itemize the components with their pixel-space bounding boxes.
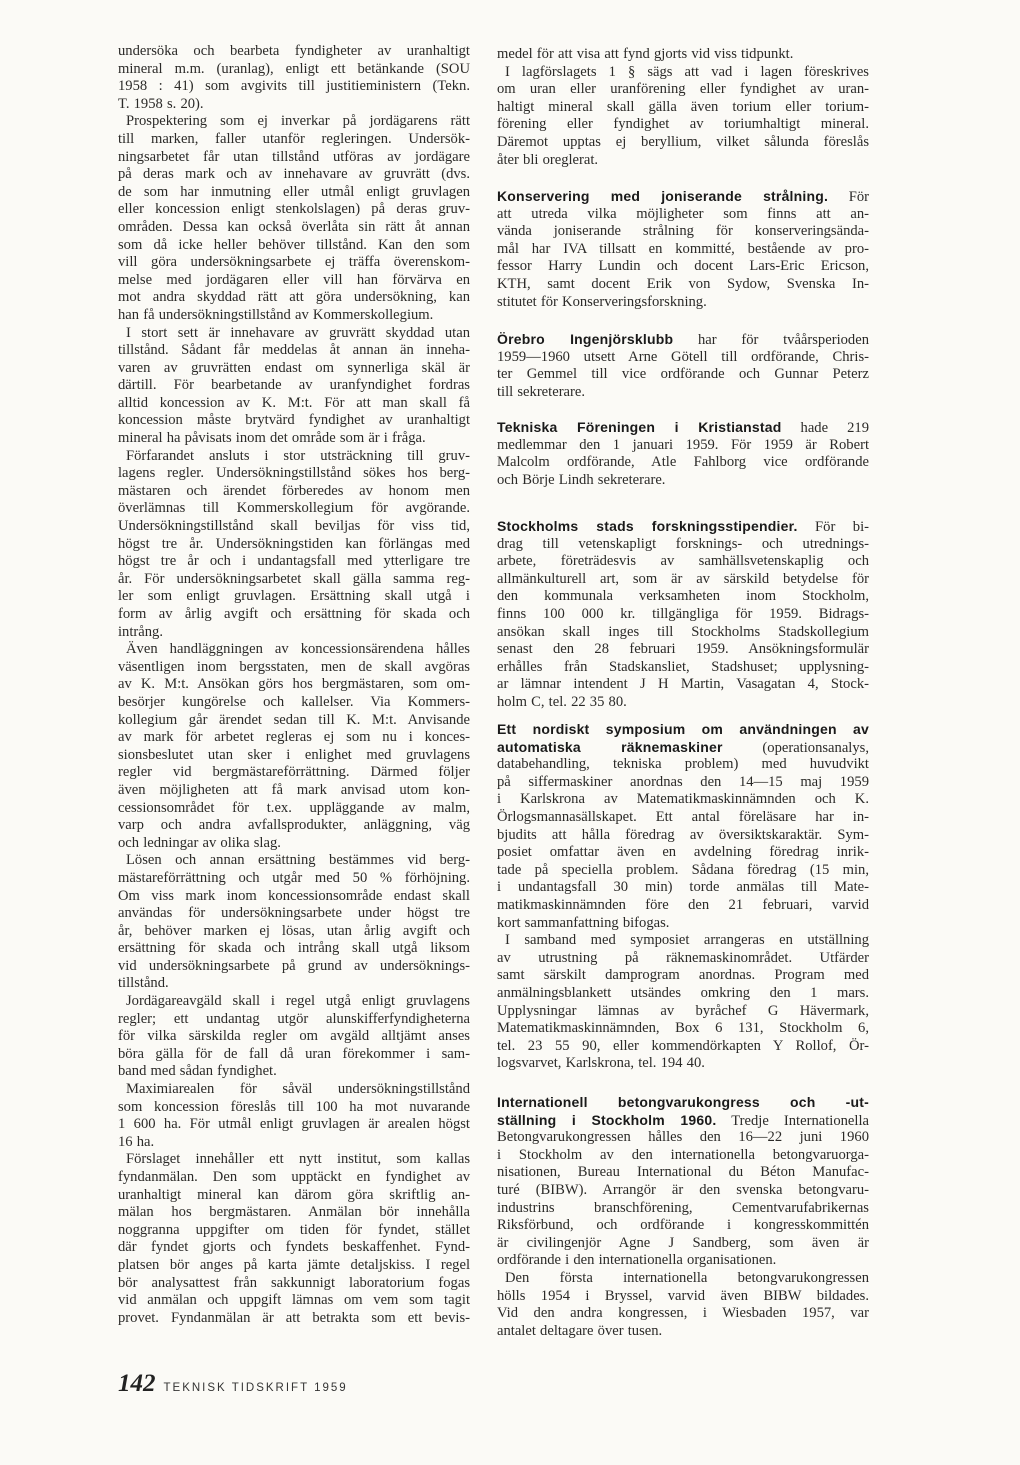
- news-item: [497, 419, 869, 489]
- section-heading: automatiska räknemaskiner: [497, 738, 723, 755]
- text-line: cessionsområdet för t.ex. uppläggande av malm,: [118, 799, 470, 816]
- text-line: provet. Fyndanmälan är att betrakta som ett bevis-: [118, 1309, 470, 1326]
- text-line: sionsbeslutet utan sker i enlighet med gruvlagens: [118, 746, 470, 763]
- text-run: har för tvåårsperioden: [673, 332, 869, 348]
- text-line: till marken, faller utanför regleringen. Undersök-: [118, 130, 470, 147]
- text-line: områden. Dessa kan också överlåta sin rätt åt annan: [118, 218, 470, 235]
- paragraph: [497, 518, 869, 712]
- text-line: alltid koncession av K. M:t. För att man skall få: [118, 394, 470, 411]
- text-line: varen av gruvrätten endast om synnerliga skäl är: [118, 359, 470, 376]
- text-line: mästaren och ärendet förberedes av honom men: [118, 482, 470, 499]
- text-run: För bi-: [797, 519, 870, 535]
- news-item: [497, 188, 869, 311]
- text-line: medlemmar den 1 januari 1959. För 1959 är Robert: [497, 436, 869, 453]
- text-line: Upplysningar lämnas av byråchef G Hävermark,: [497, 1002, 869, 1019]
- text-line: ersättning för skada och intrång skall utgå liksom: [118, 940, 470, 957]
- text-line: därtill. För bearbetande av uranfyndighet fordras: [118, 377, 470, 394]
- text-line: I samband med symposiet arrangeras en utställning: [505, 932, 869, 949]
- text-line: och ledningar av olika slag.: [118, 834, 281, 851]
- text-line: böra gälla för de fall då uran förekommer i sam-: [118, 1045, 470, 1062]
- text-line: Maximiarealen för såväl undersökningstillstånd: [126, 1081, 470, 1098]
- text-line: ar lämnar intendent J H Martin, Vasagatan 4, Stock-: [497, 676, 869, 693]
- paragraph: [118, 448, 470, 642]
- text-line: finns 100 000 kr. tillgängliga för 1959. Bidrags-: [497, 605, 869, 622]
- page-number: 142: [118, 1370, 156, 1397]
- paragraph: [118, 641, 470, 852]
- text-line: allmänkulturell art, som är av särskild betydelse för: [497, 570, 869, 587]
- news-item: [497, 721, 869, 1073]
- text-run: För: [828, 189, 869, 205]
- text-line: Betongvarukongressen hålles den 16—22 juni 1960: [497, 1129, 869, 1146]
- text-line: bör analysattest från sakkunnigt laboratorium fogas: [118, 1274, 470, 1291]
- text-line: vid anmälan och uppgift lämnas om vem som tagit: [118, 1292, 470, 1309]
- text-line: [497, 1094, 869, 1112]
- text-line: uranhaltigt mineral kan därom göra skriftlig an-: [118, 1186, 470, 1203]
- news-item: [497, 46, 869, 169]
- text-line: noggranna uppgifter om tiden för fyndet, stället: [118, 1221, 470, 1238]
- text-line: i Stockholm av den internationella betongvaruorga-: [497, 1146, 869, 1163]
- text-line: av utrustning på räknemaskinområdet. Utfärder: [497, 949, 869, 966]
- text-line: koncession måste brytvärd fyndighet av uranhaltigt: [118, 412, 470, 429]
- text-line: förening eller fyndighet av toriumhaltigt mineral.: [497, 116, 869, 133]
- text-line: platsen bör anges på karta jämte detaljskiss. I regel: [118, 1256, 470, 1273]
- text-line: drag till vetenskapligt forsknings- och utrednings-: [497, 535, 869, 552]
- text-line: T. 1958 s. 20).: [118, 95, 204, 112]
- text-line: Riksförbund, och ordförande i kongresskommittén: [497, 1217, 869, 1234]
- text-line: intrång.: [118, 623, 163, 640]
- text-line: fyndanmälan. Den som upptäckt en fyndighet av: [118, 1169, 470, 1185]
- text-line: ter Gemmel till vice ordförande och Gunnar Peterz: [497, 366, 869, 383]
- text-line: haltigt mineral skall gälla även torium eller torium-: [497, 98, 869, 115]
- text-line: av mark för arbetet regleras ej som nu i konces-: [118, 729, 470, 746]
- text-line: vända joniserande strålning för konserveringsända-: [497, 223, 869, 240]
- text-line: Vid den andra kongressen, i Wiesbaden 1957, var: [497, 1305, 869, 1322]
- text-line: även möjligheten att få mark anvisad utom kon-: [118, 781, 470, 798]
- text-line: kollegium går ärendet sedan till K. M:t. Anvisande: [118, 711, 470, 728]
- text-line: i Karlskrona av Matematikmaskinnämnden och K.: [497, 791, 869, 808]
- news-item: [497, 331, 869, 401]
- text-line: år, behöver marken ej lösas, utan årlig avgift och: [118, 922, 470, 939]
- section-heading: Konservering med joniserande strålning.: [497, 188, 829, 204]
- text-line: bjudits att hålla föredrag av översiktskaraktär. Sym-: [497, 826, 869, 843]
- text-line: de som har inmutning eller utmål enligt gruvlagen: [118, 183, 470, 200]
- article-body: [118, 43, 470, 1327]
- text-line: mälan hos bergmästaren. Anmälan bör innehålla: [118, 1204, 470, 1221]
- text-line: [497, 188, 869, 206]
- text-line: lagens regler. Undersökningstillstånd sökes hos berg-: [118, 465, 470, 482]
- text-line: tillstånd. Sådant får meddelas åt annan än inneha-: [118, 342, 470, 359]
- text-line: av K. M:t. Ansökan görs hos bergmästaren, som om-: [118, 676, 470, 693]
- text-line: vid undersökningsarbete på grund av undersöknings-: [118, 957, 470, 974]
- text-line: logsvarvet, Karlskrona, tel. 194 40.: [497, 1055, 705, 1072]
- paragraph: [118, 852, 470, 993]
- text-line: Förfarandet ansluts i stor utsträckning till gruv-: [126, 447, 470, 464]
- text-line: tade på speciella problem. Sådana föredrag (15 min,: [497, 861, 869, 878]
- text-line: till sekreterare.: [497, 383, 586, 400]
- text-line: besörjer kungörelse och kallelser. Via Kommers-: [118, 693, 470, 710]
- text-line: senast den 28 februari 1959. Ansökningsformulär: [497, 641, 869, 658]
- text-run: Tredje Internationella: [716, 1112, 869, 1129]
- text-line: överlämnas till Kommerskollegium för avgörande.: [118, 500, 470, 517]
- text-line: som koncession föreslås till 100 ha mot nuvarande: [118, 1098, 470, 1115]
- text-line: på deras mark och av innehavare av gruvrätt (dvs.: [118, 166, 470, 183]
- section-heading: Stockholms stads forskningsstipendier.: [497, 518, 798, 534]
- text-run: (operationsanalys,: [722, 739, 869, 756]
- paragraph: [118, 1151, 470, 1327]
- text-line: kort sammanfattning bifogas.: [497, 914, 670, 931]
- text-line: holm C, tel. 22 35 80.: [497, 693, 627, 710]
- text-line: fessor Harry Lundin och docent Lars-Eric Ericson,: [497, 258, 869, 275]
- text-line: Även handläggningen av koncessionsärendena hålles: [126, 641, 470, 658]
- paragraph: [497, 1270, 869, 1340]
- text-line: mot andra skyddad rätt att göra undersökning, kan: [118, 289, 470, 306]
- text-line: undersöka och bearbeta fyndigheter av uranhaltigt: [118, 43, 470, 59]
- news-item: [497, 1094, 869, 1340]
- text-line: mineral ha påvisats inom det område som är i fråga.: [118, 430, 426, 447]
- text-line: vill göra undersökningsarbete ej träffa överenskom-: [118, 254, 470, 271]
- text-line: användas för undersökningsarbete under högst tre: [118, 905, 470, 922]
- text-line: form av årlig avgift och ersättning för skada och: [118, 606, 470, 622]
- text-line: hölls 1954 i Bryssel, varvid även BIBW bildades.: [497, 1287, 869, 1304]
- text-line: Den första internationella betongvarukongressen: [505, 1269, 869, 1286]
- text-line: anmälningsblankett utsändes omkring den 1 mars.: [497, 984, 869, 1001]
- section-heading: ställning i Stockholm 1960.: [497, 1111, 717, 1128]
- text-line: högst tre år. Undersökningstiden kan förlängas med: [118, 535, 470, 552]
- text-line: antalet deltagare över tusen.: [497, 1322, 663, 1339]
- text-line: tillstånd.: [118, 975, 169, 992]
- paragraph: [497, 331, 869, 401]
- text-line: ningsarbetet får utan tillstånd utföras av jordägare: [118, 148, 470, 165]
- text-line: ansökan skall inges till Stockholms Stadskollegium: [497, 623, 869, 640]
- text-line: Malcolm ordförande, Atle Fahlborg vice ordförande: [497, 454, 869, 471]
- paragraph: [497, 721, 869, 932]
- paragraph: [497, 1094, 869, 1270]
- text-line: Undersökningstillstånd skall beviljas för viss tid,: [118, 518, 470, 535]
- news-item: [497, 518, 869, 712]
- text-line: Jordägareavgäld skall i regel utgå enligt gruvlagens: [126, 993, 470, 1010]
- text-line: I stort sett är innehavare av gruvrätt skyddad utan: [126, 324, 470, 341]
- text-line: [497, 1112, 869, 1130]
- text-line: Lösen och annan ersättning bestämmes vid berg-: [126, 852, 470, 869]
- text-line: band med sådan fyndighet.: [118, 1063, 277, 1080]
- paragraph: [118, 325, 470, 448]
- paragraph: [497, 419, 869, 489]
- paragraph: [118, 993, 470, 1081]
- text-line: mål har IVA tillsatt en kommitté, bestående av pro-: [497, 240, 869, 257]
- text-line: Däremot upptas ej beryllium, vilket sålunda föreslås: [497, 133, 869, 150]
- text-line: [497, 739, 869, 757]
- text-line: han få undersökningstillstånd av Kommerskollegium.: [118, 306, 434, 323]
- text-line: Prospektering som ej inverkar på jordägarens rätt: [126, 113, 470, 130]
- text-line: 1 600 ha. För utmål enligt gruvlagen är arealen högst: [118, 1116, 470, 1133]
- text-line: tel. 23 55 90, eller kommendörkapten Y Rollof, Ör-: [497, 1037, 869, 1054]
- text-line: industrins branschförening, Cementvarufabrikernas: [497, 1199, 869, 1216]
- text-line: Förslaget innehåller ett nytt institut, som kallas: [126, 1151, 470, 1168]
- text-line: år. För undersökningsarbetet skall gälla samma reg-: [118, 570, 470, 587]
- text-line: eller koncession enligt stenkolslagen) på deras gruv-: [118, 201, 470, 218]
- text-line: på siffermaskiner anordnas den 14—15 maj 1959: [497, 773, 869, 790]
- text-line: där fyndet gjorts och fyndets beskaffenhet. Fynd-: [118, 1239, 470, 1256]
- text-run: hade 219: [781, 420, 869, 436]
- text-line: databehandling, tekniska problem) med huvudvikt: [497, 756, 869, 773]
- paragraph: [497, 46, 869, 64]
- text-line: är civilingenjör Agne J Sandberg, som även är: [497, 1234, 869, 1251]
- text-line: I lagförslagets 1 § sägs att vad i lagen föreskrives: [505, 63, 869, 80]
- page-footer: [118, 1370, 348, 1398]
- paragraph: [118, 1081, 470, 1151]
- text-line: samt särskilt damprogram anordnas. Program med: [497, 967, 869, 984]
- text-line: varp och andra avfallsprodukter, anläggning, väg: [118, 817, 470, 834]
- text-line: Om viss mark inom koncessionsområde endast skall: [118, 887, 470, 904]
- text-line: matikmaskinnämnden före den 21 februari, varvid: [497, 896, 869, 913]
- section-heading: Internationell betongvarukongress och -ut-: [497, 1094, 869, 1110]
- text-line: [497, 331, 869, 349]
- text-line: melse med jordägaren eller vill han förvärva en: [118, 271, 470, 288]
- text-line: mästareförrättning och utgår med 50 % förhöjning.: [118, 869, 470, 886]
- section-heading: Örebro Ingenjörsklubb: [497, 331, 674, 347]
- text-line: [497, 419, 869, 437]
- text-line: 1958 : 41) som avgivits till justitieministern (Tekn.: [118, 78, 470, 95]
- text-line: turé (BIBW). Arrangör är den svenska betongvaru-: [497, 1181, 869, 1198]
- text-line: att utreda vilka möjligheter som finns att an-: [497, 205, 869, 222]
- text-line: högst tre år och i undantagsfall med ytterligare tre: [118, 553, 470, 570]
- paragraph: [497, 64, 869, 170]
- paragraph: [497, 932, 869, 1073]
- paragraph: [118, 43, 470, 113]
- text-line: erhålles från Stadskansliet, Stadshuset; upplysning-: [497, 658, 869, 675]
- journal-title: TEKNISK TIDSKRIFT 1959: [163, 1382, 348, 1394]
- text-line: som då icke heller behöver tillstånd. Kan den som: [118, 236, 470, 253]
- text-line: den kommunala verksamheten inom Stockholm,: [497, 588, 869, 605]
- text-line: nisationen, Bureau International du Béton Manufac-: [497, 1164, 869, 1181]
- text-line: medel för att visa att fynd gjorts vid viss tidpunkt.: [497, 46, 794, 62]
- text-line: väsentligen inom bergsstaten, men de skall avgöras: [118, 658, 470, 675]
- text-line: om uran eller uranförening eller fyndighet av uran-: [497, 81, 869, 98]
- text-line: stitutet för Konserveringsforskning.: [497, 293, 707, 310]
- text-line: och Börje Lindh sekreterare.: [497, 471, 666, 488]
- section-heading: Tekniska Föreningen i Kristianstad: [497, 419, 782, 435]
- text-line: ordförande i den internationella organisationen.: [497, 1252, 777, 1269]
- paragraph: [497, 188, 869, 311]
- text-line: för vilka särskilda regler om avgäld alltjämt anses: [118, 1028, 470, 1045]
- text-line: i undantagsfall 30 min) torde anmälas till Mate-: [497, 879, 869, 896]
- paragraph: [118, 113, 470, 324]
- text-line: KTH, samt docent Erik von Sydow, Svenska In-: [497, 275, 869, 292]
- text-line: arbete, företrädesvis av samhällsvetenskaplig och: [497, 553, 869, 570]
- text-line: åter bli oreglerat.: [497, 151, 599, 168]
- text-line: regler vid bergmästareförrättning. Därmed följer: [118, 764, 470, 781]
- text-line: 1959—1960 utsett Arne Götell till ordförande, Chris-: [497, 348, 869, 365]
- text-line: posiet omfattar även en avdelning föredrag inrik-: [497, 844, 869, 861]
- section-heading: Ett nordiskt symposium om användningen av: [497, 721, 869, 737]
- text-line: [497, 518, 869, 536]
- text-line: ler som enligt gruvlagen. Ersättning skall utgå i: [118, 588, 470, 605]
- text-line: regler; ett undantag utgör alunskifferfyndigheterna: [118, 1010, 470, 1027]
- text-line: 16 ha.: [118, 1133, 155, 1150]
- text-line: mineral m.m. (uranlag), enligt ett betänkande (SOU: [118, 60, 470, 77]
- text-line: Matematikmaskinnämnden, Box 6 131, Stockholm 6,: [497, 1020, 869, 1037]
- text-line: [497, 721, 869, 739]
- text-line: Örlogsmannasällskapet. Ett antal föreläsare har in-: [497, 808, 869, 825]
